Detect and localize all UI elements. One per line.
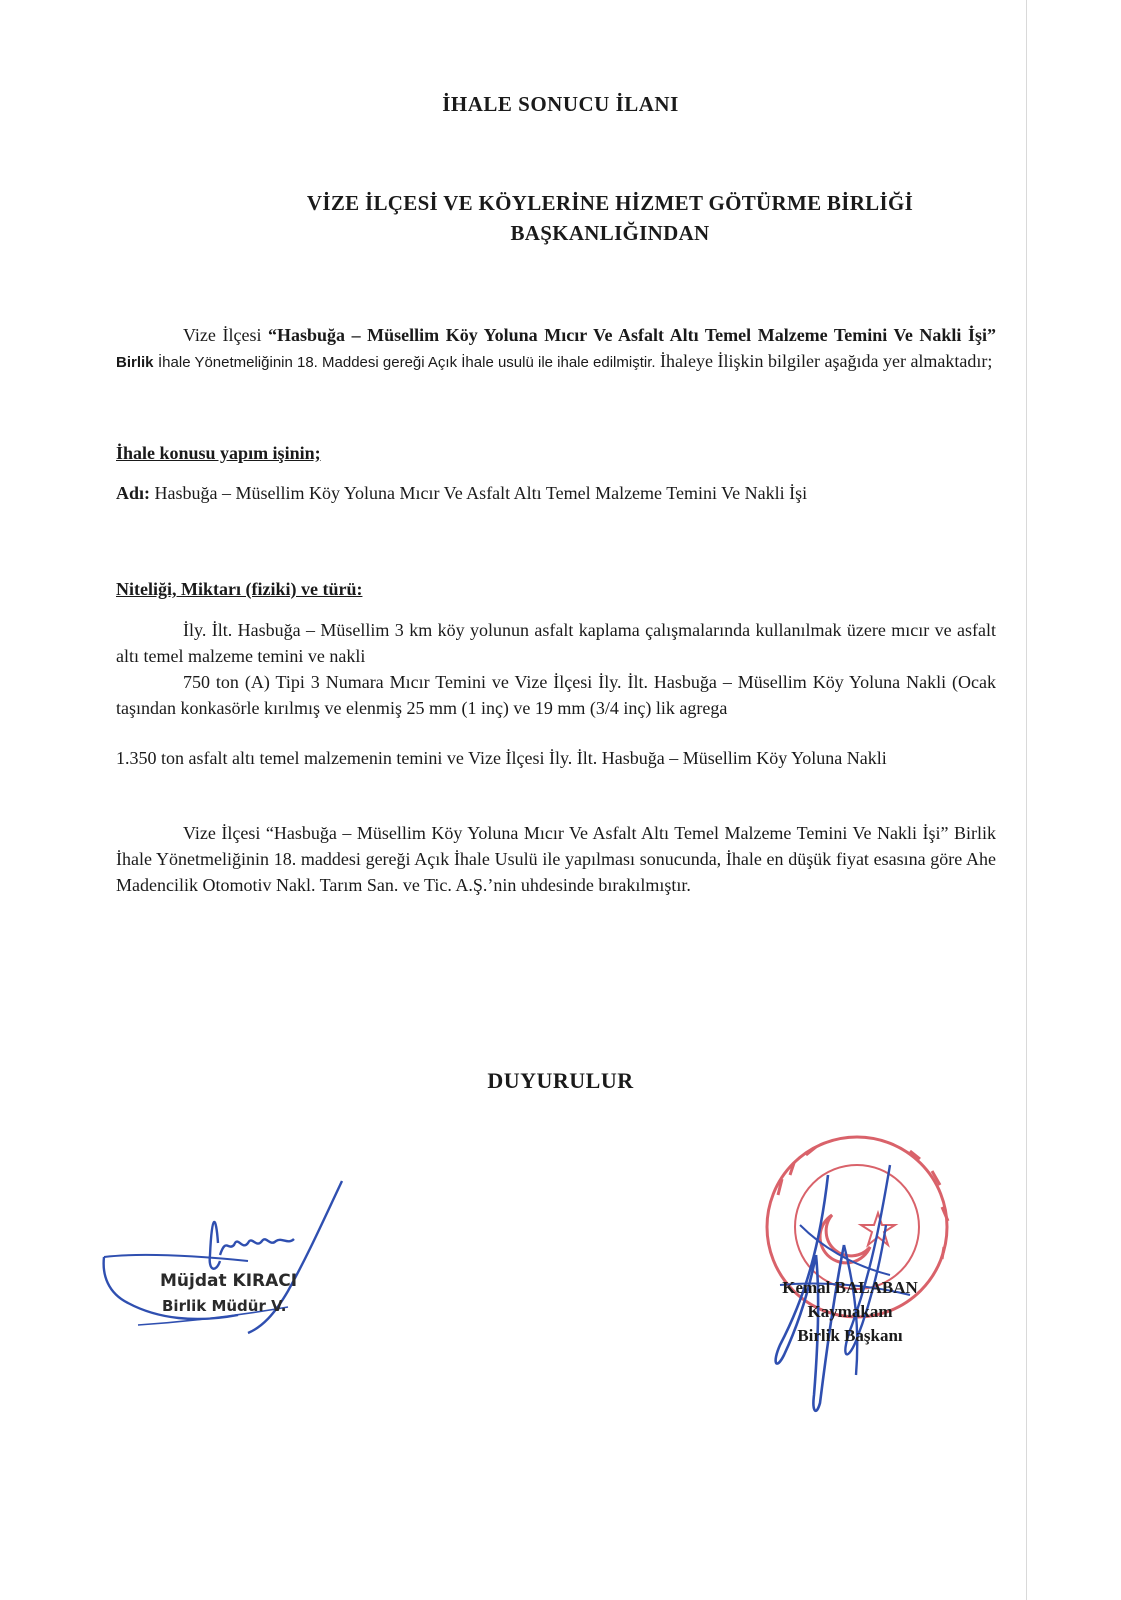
result-paragraph: Vize İlçesi “Hasbuğa – Müsellim Köy Yoluna Mıcır Ve Asfalt Altı Temel Malzeme Temini Ve Nakli İşi” Birlik İhale Yönetmeliğinin 18. maddesi gereği Açık İhale Usulü ile yapılması sonucunda, İhale en düşük fiyat esasına göre Ahe Madencilik Otomotiv Nakl. Tarım San. ve Tic. A.Ş.’nin uhdesinde bırakılmıştır. bbox=[116, 823, 996, 895]
nature-paragraph-3: 1.350 ton asfalt altı temel malzemenin temini ve Vize İlçesi İly. İlt. Hasbuğa – Müsellim Köy Yoluna Nakli bbox=[116, 748, 887, 768]
nature-paragraph-1: İly. İlt. Hasbuğa – Müsellim 3 km köy yolunun asfalt kaplama çalışmalarında kullanılmak üzere mıcır ve asfalt altı temel malzeme temini ve nakli bbox=[116, 620, 996, 666]
intro-project-quote: “Hasbuğa – Müsellim Köy Yoluna Mıcır Ve Asfalt Altı Temel Malzeme Temini Ve Nakli İşi” bbox=[268, 325, 996, 345]
intro-regulation: İhale Yönetmeliğinin 18. Maddesi gereği Açık İhale usulü ile ihale edilmiştir. bbox=[158, 354, 656, 371]
subject-name-paragraph bbox=[116, 480, 996, 506]
signatory-right-title: Birlik Başkanı bbox=[797, 1326, 903, 1345]
subject-name-label: Adı: bbox=[116, 483, 151, 503]
subject-name-value: Hasbuğa – Müsellim Köy Yoluna Mıcır Ve Asfalt Altı Temel Malzeme Temini Ve Nakli İşi bbox=[154, 483, 808, 503]
signatory-right-name: Kemal BALABAN bbox=[782, 1278, 918, 1297]
issuer-heading bbox=[110, 188, 1110, 248]
signatory-left-title: Birlik Müdür V. bbox=[162, 1297, 287, 1315]
intro-birlik: Birlik bbox=[116, 354, 154, 371]
issuer-line-1: VİZE İLÇESİ VE KÖYLERİNE HİZMET GÖTÜRME BİRLİĞİ bbox=[306, 191, 914, 215]
signature-block-left bbox=[98, 1175, 378, 1360]
subject-heading: İhale konusu yapım işinin; bbox=[116, 443, 321, 463]
intro-paragraph bbox=[116, 322, 996, 376]
nature-paragraph-2: 750 ton (A) Tipi 3 Numara Mıcır Temini ve Vize İlçesi İly. İlt. Hasbuğa – Müsellim Köy Yoluna Nakli (Ocak taşından konkasörle kırılmış ve elenmiş 25 mm (1 inç) ve 19 mm (3/4 inç) lik agrega bbox=[116, 672, 996, 718]
signatory-left-name: Müjdat KIRACI bbox=[160, 1271, 298, 1291]
nature-heading: Niteliği, Miktarı (fiziki) ve türü: bbox=[116, 579, 363, 599]
closing-announcement: DUYURULUR bbox=[487, 1068, 634, 1093]
announcement-title: İHALE SONUCU İLANI bbox=[442, 92, 679, 116]
handwritten-signature-left-icon bbox=[98, 1175, 378, 1360]
intro-trailer: İhaleye İlişkin bilgiler aşağıda yer almaktadır; bbox=[660, 351, 993, 371]
intro-lead: Vize İlçesi bbox=[183, 325, 269, 345]
issuer-line-2: BAŞKANLIĞINDAN bbox=[510, 221, 710, 245]
signatory-right-role: Kaymakam bbox=[807, 1302, 893, 1321]
signature-block-right bbox=[720, 1135, 980, 1420]
